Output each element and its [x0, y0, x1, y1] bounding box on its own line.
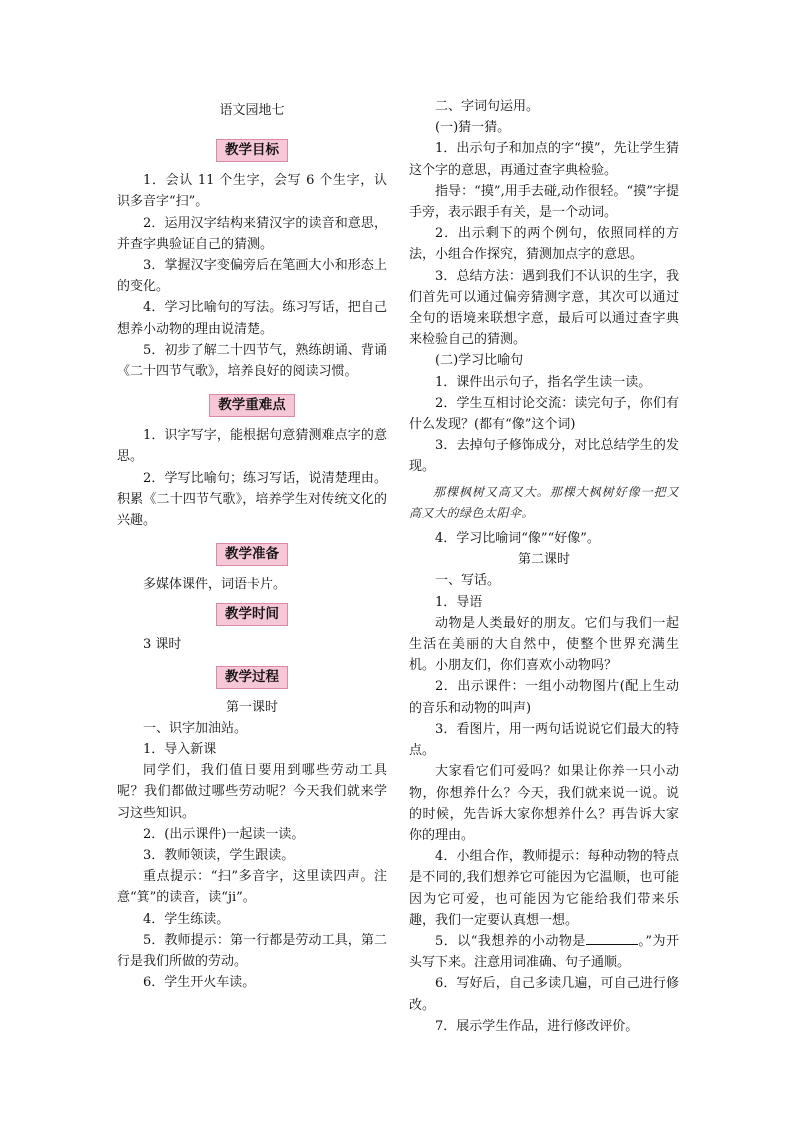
- process-step: 1．导语: [435, 594, 483, 610]
- process-step: 大家看它们可爱吗？如果让你养一只小动物，你想养什么？今天，我们就来说一说。说的时候，先告诉大家你想养什么？再告诉大家你的理由。: [409, 764, 679, 843]
- goal-item: 1．会认 11 个生字，会写 6 个生字，认识多音字“扫”。: [117, 173, 387, 210]
- key-points-heading-label: 教学重难点: [209, 394, 295, 417]
- lesson-heading: 第二课时: [517, 552, 570, 568]
- process-step: 6．学生开火车读。: [143, 975, 256, 991]
- process-step: 指导：“摸”,用手去碰,动作很轻。“摸”字提手旁，表示跟手有关，是一个动词。: [409, 183, 679, 221]
- fill-in-blank: [586, 932, 638, 945]
- process-section-heading: [117, 666, 387, 689]
- process-step: 2．学生互相讨论交流：读完句子，你们有什么发现？(都有“像”这个词): [409, 395, 679, 433]
- process-step: 3．教师领读，学生跟读。: [143, 848, 295, 864]
- key-point-item: 2．学写比喻句；练习写话，说清楚理由。积累《二十四节气歌》，培养学生对传统文化的兴趣。: [117, 470, 387, 529]
- process-step: 4．学习比喻词“像”“好像”。: [435, 531, 600, 547]
- prep-heading-label: 教学准备: [216, 543, 288, 566]
- right-column: [409, 96, 679, 1037]
- subsection-heading: (二)学习比喻句: [435, 353, 524, 369]
- process-step: 2．出示剩下的两个例句，依照同样的方法，小组合作探究，猜测加点字的意思。: [409, 226, 679, 263]
- process-step: 4．小组合作，教师提示：每种动物的特点是不同的,我们想养它可能因为它温顺，也可能因为它可爱，也可能因为它能给我们带来乐趣，我们一定要认真想一想。: [409, 849, 679, 928]
- prep-section-heading: [117, 543, 387, 566]
- process-step: 1．课件出示句子，指名学生读一读。: [435, 374, 652, 390]
- goal-item: 5．初步了解二十四节气，熟练朗诵、背诵《二十四节气歌》，培养良好的阅读习惯。: [117, 342, 387, 380]
- process-step: 同学们，我们值日要用到哪些劳动工具呢？我们都做过哪些劳动呢？今天我们就来学习这些知识。: [117, 763, 387, 821]
- subsection-heading: (一)猜一猜。: [435, 120, 511, 136]
- key-point-item: 1．识字写字，能根据句意猜测难点字的意思。: [117, 428, 387, 465]
- handwritten-example: 那棵枫树又高又大。那棵大枫树好像一把又高又大的绿色太阳伞。: [409, 484, 679, 520]
- process-step: 动物是人类最好的朋友。它们与我们一起生活在美丽的大自然中，使整个世界充满生机。小朋友们，你们喜欢小动物吗？: [409, 615, 679, 674]
- process-heading-label: 教学过程: [216, 666, 288, 689]
- goal-item: 3．掌握汉字变偏旁后在笔画大小和形态上的变化。: [117, 258, 387, 295]
- step5-text-after: 。”为开头写下来。注意用词准确、句子通顺。: [409, 933, 679, 971]
- process-step: [409, 931, 679, 973]
- process-step: 2．(出示课件)一起读一读。: [143, 826, 305, 842]
- prep-text: 多媒体课件，词语卡片。: [143, 577, 287, 593]
- section-heading: 二、字词句运用。: [435, 99, 540, 114]
- process-step: 重点提示：“扫”多音字，这里读四声。注意“箕”的读音，读“ji”。: [117, 869, 387, 906]
- left-column: [117, 96, 387, 994]
- process-step: 6．写好后，自己多读几遍，可自己进行修改。: [409, 976, 679, 1013]
- process-step: 7．展示学生作品，进行修改评价。: [435, 1018, 639, 1034]
- process-step: 3．去掉句子修饰成分，对比总结学生的发现。: [409, 438, 679, 475]
- goal-item: 2．运用汉字结构来猜汉字的读音和意思，并查字典验证自己的猜测。: [117, 215, 387, 252]
- process-step: 3．总结方法：遇到我们不认识的生字，我们首先可以通过偏旁猜测字意，其次可以通过全句的语境来联想字意，最后可以通过查字典来检验自己的猜测。: [409, 268, 679, 348]
- process-step: 2．出示课件：一组小动物图片(配上生动的音乐和动物的叫声): [409, 679, 679, 716]
- goal-item: 4．学习比喻句的写法。练习写话，把自己想养小动物的理由说清楚。: [117, 300, 387, 337]
- section-heading: 一、写话。: [435, 573, 501, 589]
- time-heading-label: 教学时间: [216, 603, 288, 626]
- page-title: 语文园地七: [219, 103, 285, 118]
- key-points-section-heading: [117, 394, 387, 417]
- step5-text-before: 5．以“我想养的小动物是: [435, 933, 586, 949]
- process-step: 5．教师提示：第一行都是劳动工具，第二行是我们所做的劳动。: [117, 932, 387, 970]
- lesson-heading: 第一课时: [225, 699, 278, 715]
- time-section-heading: [117, 603, 387, 626]
- process-step: 4．学生练读。: [143, 911, 230, 927]
- process-step: 1．出示句子和加点的字“摸”，先让学生猜这个字的意思，再通过查字典检验。: [409, 141, 679, 178]
- goals-section-heading: [117, 139, 387, 162]
- process-step: 一、识字加油站。: [143, 720, 248, 736]
- time-text: 3 课时: [143, 637, 182, 653]
- goals-heading-label: 教学目标: [216, 139, 288, 162]
- process-step: 1．导入新课: [143, 742, 217, 758]
- process-step: 3．看图片，用一两句话说说它们最大的特点。: [409, 721, 679, 759]
